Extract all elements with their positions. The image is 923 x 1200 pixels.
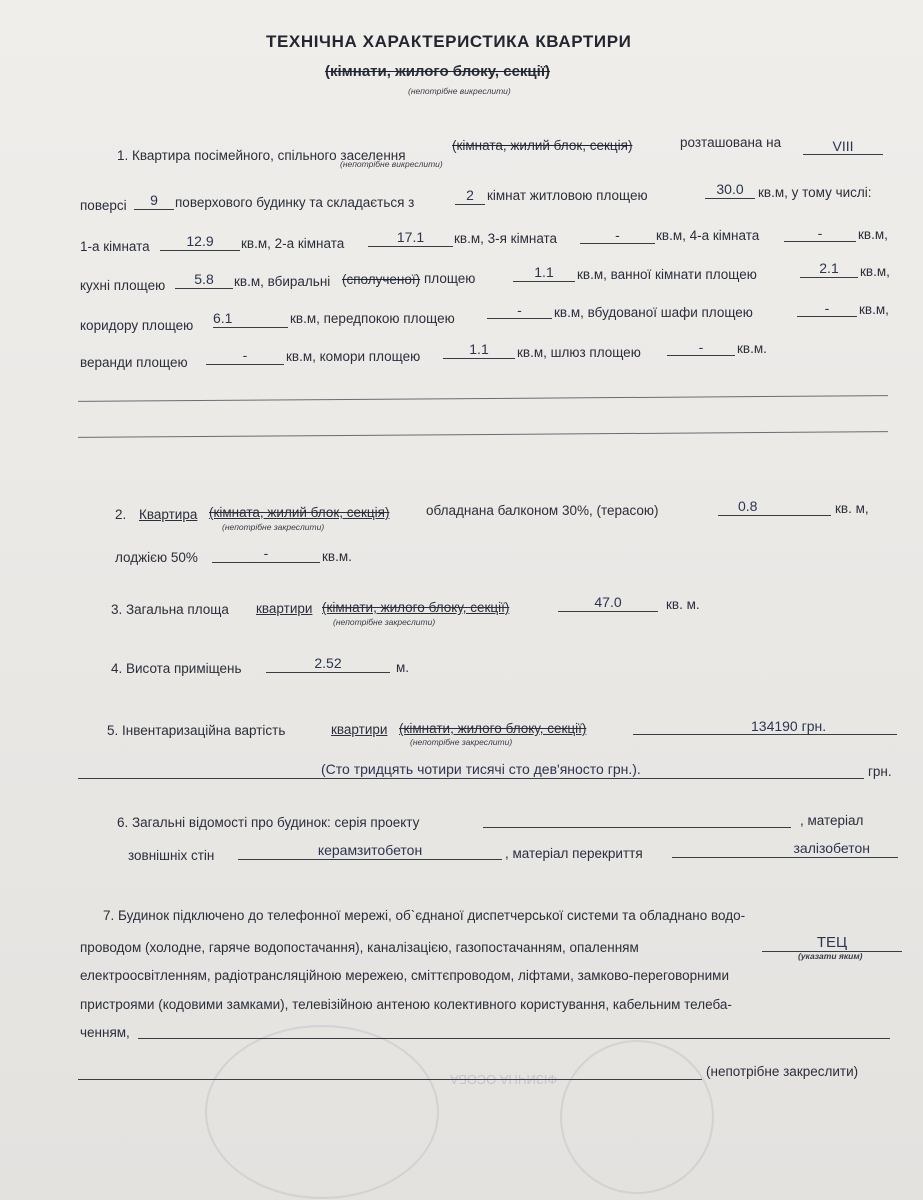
s5-unit: грн. [868, 764, 892, 779]
s6-text: , матеріал [800, 813, 864, 828]
room1-field [160, 233, 240, 251]
s1-text: коридору площею [80, 318, 194, 333]
s6-text: 6. Загальні відомості про будинок: серія проекту [117, 815, 420, 830]
toilet-value: 1.1 [534, 264, 554, 280]
corridor-field [213, 310, 288, 328]
s1-text: кв.м, [860, 264, 890, 279]
s1-text: кв.м. [737, 341, 767, 356]
walls-field [238, 842, 502, 860]
s1-text: кв.м, ванної кімнати площею [577, 267, 757, 282]
heating-note: (указати яким) [798, 951, 863, 961]
storage-value: 1.1 [469, 341, 489, 357]
s1-text: кв.м, 3-я кімната [454, 231, 558, 246]
s1-text: кв.м, у тому числі: [758, 185, 872, 200]
loggia-field [212, 545, 320, 563]
room1-value: 12.9 [186, 233, 214, 249]
s1-struck-text: (кімната, жилий блок, секція) [452, 138, 633, 153]
s1-text: кв.м, комори площею [286, 349, 421, 364]
s7-text: пристроями (кодовими замками), телевізійною антеною колективного користування, кабельним телеба- [80, 997, 732, 1012]
faded-stamp-left [205, 1025, 439, 1199]
s1-text: кв.м, [858, 227, 888, 242]
s2-text: Квартира [139, 507, 198, 522]
hallway-value: - [517, 302, 522, 318]
living-area-field [705, 181, 755, 199]
closet-value: - [824, 300, 830, 316]
bath-value: 2.1 [819, 260, 839, 276]
veranda-value: - [242, 347, 248, 363]
s1-text: кв.м, [859, 302, 889, 317]
s1-text: поверхового будинку та складається з [175, 195, 415, 210]
s6-text: , матеріал перекриття [505, 846, 643, 861]
walls-value: керамзитобетон [317, 842, 423, 858]
rooms-value: 2 [466, 187, 474, 203]
s2-note: (непотрібне закреслити) [222, 522, 325, 532]
subtitle-note: (непотрібне викреслити) [408, 86, 511, 96]
height-value: 2.52 [314, 655, 342, 671]
s3-text: 3. Загальна площа [111, 602, 229, 617]
s7-text: проводом (холодне, гаряче водопостачання), каналізацією, газопостачанням, опаленням [80, 940, 639, 955]
s4-text: м. [396, 660, 410, 675]
living-area-value: 30.0 [716, 181, 744, 197]
stamp-text: ФІЗИЧНА ОСОБА [450, 1072, 558, 1087]
s1-text: кв.м, шлюз площею [517, 345, 641, 360]
s1-text: 1-а кімната [80, 239, 150, 254]
s5-struck-text: (кімнати, жилого блоку, секції) [399, 721, 587, 736]
series-field [483, 810, 791, 828]
total-area-value: 47.0 [594, 594, 622, 610]
s1-struck-text: (сполученої) [342, 272, 421, 287]
blank-line [78, 431, 888, 438]
slabs-value: залізобетон [793, 840, 870, 856]
corridor-value: 6.1 [213, 310, 233, 326]
s7-text: ченням, [80, 1025, 130, 1040]
blank-line [78, 395, 888, 402]
loggia-value: - [263, 545, 269, 561]
s1-text: кв.м, 2-а кімната [241, 236, 345, 251]
s1-note: (непотрібне викреслити) [340, 159, 443, 169]
s1-text: кв.м, передпокою площею [290, 311, 455, 326]
bath-field [800, 260, 858, 278]
blank-line [78, 1079, 702, 1080]
s1-text: 1. Квартира посімейного, спільного заселення [117, 148, 406, 163]
floor-field [803, 138, 883, 155]
room4-field [784, 225, 856, 242]
s3-text: квартири [256, 601, 313, 616]
s5-text: квартири [331, 722, 388, 737]
blank-line [138, 1038, 890, 1039]
s5-text: 5. Інвентаризаційна вартість [107, 723, 286, 738]
value-words-field [78, 761, 864, 779]
balcony-field [718, 498, 831, 516]
s7-text: електроосвітленням, радіотрансляційною мережею, сміттєпроводом, ліфтами, замково-переговорними [80, 968, 729, 983]
inventory-value: 134190 грн. [751, 718, 827, 734]
room2-field [368, 229, 453, 247]
floor-value: VIII [832, 138, 854, 154]
toilet-field [513, 264, 575, 282]
s6-text: зовнішніх стін [128, 848, 215, 863]
s2-text: обладнана балконом 30%, (терасою) [426, 503, 659, 518]
s7-text: 7. Будинок підключено до телефонної мережі, об`єднаної диспетчерської системи та обладнано водо- [103, 908, 746, 923]
airlock-field [667, 339, 735, 356]
closet-field [797, 300, 857, 317]
height-field [266, 655, 390, 673]
room3-value: - [615, 227, 620, 243]
page-subtitle: (кімнати, жилого блоку, секції) [325, 63, 551, 80]
total-area-field [558, 594, 658, 612]
page-title: ТЕХНІЧНА ХАРАКТЕРИСТИКА КВАРТИРИ [266, 32, 632, 51]
room3-field [580, 227, 655, 244]
heating-field [762, 934, 902, 952]
s4-text: 4. Висота приміщень [111, 661, 242, 676]
heating-value: ТЕЦ [816, 934, 848, 951]
value-field [633, 718, 897, 735]
s1-text: розташована на [680, 135, 782, 150]
storage-field [443, 341, 515, 359]
s1-text: площею [424, 271, 476, 286]
room2-value: 17.1 [396, 229, 425, 245]
s1-text: поверсі [80, 198, 127, 213]
airlock-value: - [698, 339, 704, 355]
s3-struck-text: (кімнати, жилого блоку, секції) [322, 600, 510, 615]
s2-text: кв. м, [835, 501, 869, 516]
s2-text: лоджією 50% [115, 550, 198, 565]
floors-total-field [134, 192, 174, 210]
balcony-value: 0.8 [738, 498, 758, 514]
s2-text: кв.м. [322, 549, 352, 564]
faded-stamp-right [560, 1040, 714, 1194]
veranda-field [206, 347, 284, 365]
s1-text: кв.м, вбиральні [234, 274, 331, 289]
s3-note: (непотрібне закреслити) [333, 617, 436, 627]
footer-note: (непотрібне закреслити) [706, 1064, 859, 1079]
s2-text: 2. [115, 507, 127, 522]
rooms-field [455, 187, 485, 205]
s5-note: (непотрібне закреслити) [410, 737, 513, 747]
value-words: (Сто тридцять чотири тисячі сто дев'яносто грн.). [321, 761, 641, 777]
s1-text: кухні площею [80, 278, 166, 293]
s2-struck-text: (кімната, жилий блок, секція) [209, 505, 390, 520]
s3-text: кв. м. [666, 597, 700, 612]
s1-text: кв.м, 4-а кімната [656, 228, 760, 243]
floors-total-value: 9 [150, 192, 158, 208]
kitchen-field [175, 271, 233, 289]
hallway-field [487, 302, 552, 319]
slabs-field [672, 840, 898, 858]
room4-value: - [817, 225, 823, 241]
s1-text: кв.м, вбудованої шафи площею [554, 305, 753, 320]
s1-text: веранди площею [80, 355, 188, 370]
s1-text: кімнат житловою площею [487, 188, 648, 203]
kitchen-value: 5.8 [194, 271, 214, 287]
